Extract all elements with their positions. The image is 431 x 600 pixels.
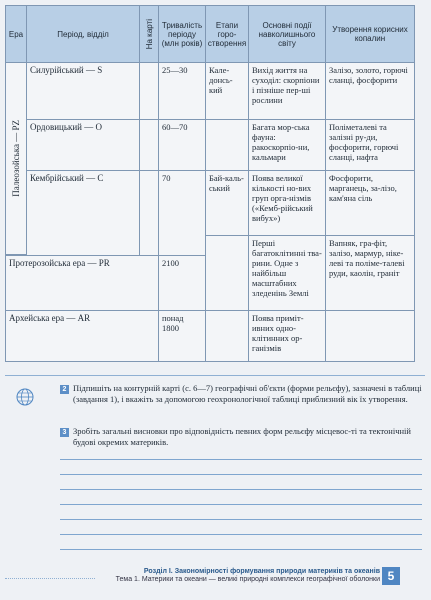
duration-ordovician: 60—70: [158, 119, 206, 171]
answer-line[interactable]: [60, 534, 422, 535]
footer-section: [100, 568, 380, 576]
task-2-text: Підпишіть на контурній карті (с. 6—7) географічні об'єкти (форми рельєфу), зазначені в таблиці (завдання 1), і вкажіть за допомогою геохронологічної таблиці приблизний вік їх утворення.: [73, 383, 422, 404]
duration-archean: понад 1800: [158, 310, 206, 362]
minerals-proterozoic: Вапняк, гра-фіт, залізо, мармур, ніке-леві та поліме-талеві руди, каолін, граніт: [325, 235, 415, 311]
header-on-map: [139, 5, 159, 63]
period-ordovician: Ордовицький — O: [26, 119, 140, 171]
header-period: Період, відділ: [26, 5, 140, 63]
map-cell[interactable]: [139, 119, 159, 171]
minerals-ordovician: Поліметалеві та залізні ру-ди, фосфорити, горючі сланці, нафта: [325, 119, 415, 171]
period-silurian: Силурійський — S: [26, 62, 140, 120]
era-paleozoic: [5, 62, 27, 255]
header-minerals: Утворення корисних копалин: [325, 5, 415, 63]
events-ordovician: Багата мор-ська фауна: ракоскорпіо-ни, кальмари: [248, 119, 326, 171]
orogeny-archean[interactable]: [205, 310, 249, 362]
header-orogeny: Етапи горо-створення: [205, 5, 249, 63]
minerals-archean[interactable]: [325, 310, 415, 362]
answer-line[interactable]: [60, 549, 422, 550]
task-3-text: Зробіть загальні висновки про відповідність певних форм рельєфу місцевос-ті та тектонічній будові окремих материків.: [73, 426, 411, 447]
minerals-cambrian: Фосфорити, марганець, за-лізо, кам'яна сіль: [325, 170, 415, 236]
globe-icon: [16, 388, 34, 406]
footer-dots: [5, 578, 95, 585]
duration-proterozoic: 2100: [158, 255, 206, 311]
geochronology-table: [5, 5, 425, 390]
era-proterozoic: Протерозойська ера — PR: [5, 255, 159, 311]
task-number-3: 3: [60, 428, 69, 437]
minerals-silurian: Залізо, золото, горючі сланці, фосфорити: [325, 62, 415, 120]
header-on-map-text: На карті: [144, 18, 154, 50]
section-divider: [5, 375, 425, 376]
events-proterozoic: Перші багатоклітинні тва-рини. Одне з найбільш масштабних зледенінь Землі: [248, 235, 326, 311]
page-footer: [100, 568, 380, 584]
orogeny-ordovician: [205, 119, 249, 171]
orogeny-proterozoic[interactable]: [205, 235, 249, 311]
header-duration: Тривалість періоду (млн років): [158, 5, 206, 63]
orogeny-silurian: Кале-донсь-кий: [205, 62, 249, 120]
map-cell[interactable]: [139, 170, 159, 256]
footer-section-text: Розділ І. Закономірності формування природи материків та океанів: [143, 568, 380, 575]
answer-line[interactable]: [60, 474, 422, 475]
answer-line[interactable]: [60, 519, 422, 520]
duration-cambrian: 70: [158, 170, 206, 256]
answer-line[interactable]: [60, 489, 422, 490]
events-silurian: Вихід життя на суходіл: скорпіони і пізніше пер-ші рослини: [248, 62, 326, 120]
page-number: 5: [382, 567, 400, 585]
events-cambrian: Поява великої кількості но-вих груп орга-нізмів («Кемб-рійський вибух»): [248, 170, 326, 236]
answer-line[interactable]: [60, 504, 422, 505]
era-paleozoic-label: Палеозойська — PZ: [11, 120, 21, 197]
task-number-2: 2: [60, 385, 69, 394]
era-archean: Архейська ера — AR: [5, 310, 159, 362]
header-events: Основні події навколишнього світу: [248, 5, 326, 63]
footer-topic: Тема 1. Материки та океани — великі природні комплекси географічної оболонки: [115, 576, 380, 583]
orogeny-cambrian: Бай-каль-ський: [205, 170, 249, 256]
events-archean: Поява приміт-ивних одно-клітинних ор-ганізмів: [248, 310, 326, 362]
header-era: Ера: [5, 5, 27, 63]
duration-silurian: 25—30: [158, 62, 206, 120]
period-cambrian: Кембрійський — C: [26, 170, 140, 256]
answer-line[interactable]: [60, 459, 422, 460]
map-cell[interactable]: [139, 62, 159, 120]
